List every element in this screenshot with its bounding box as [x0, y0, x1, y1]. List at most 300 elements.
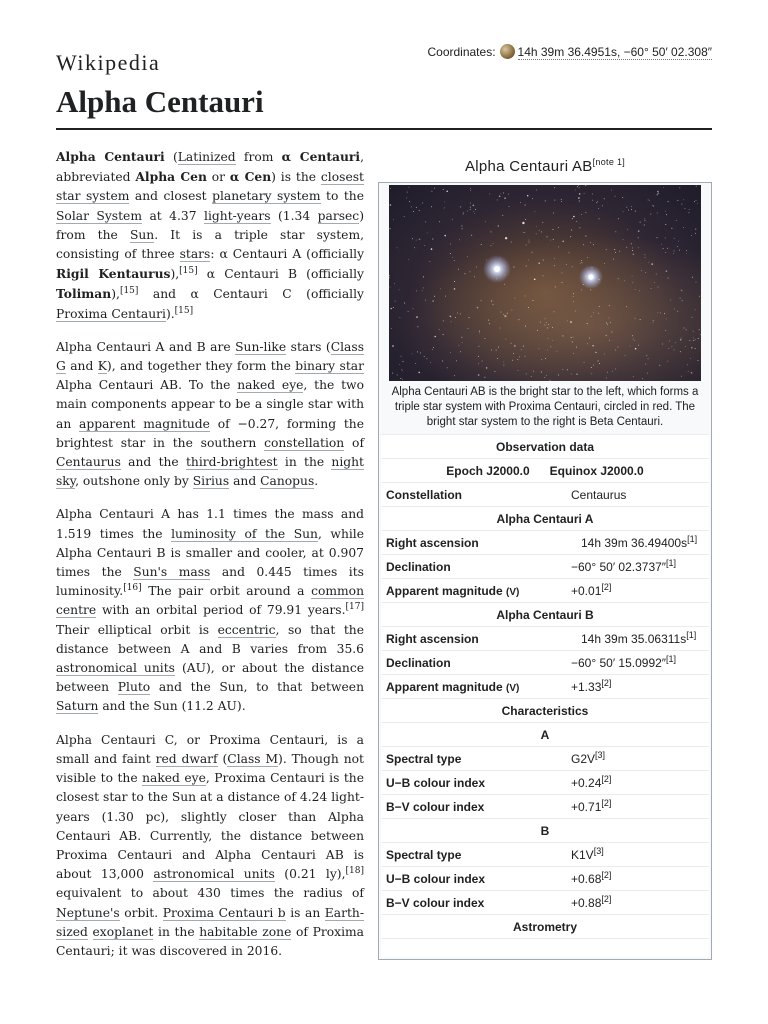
- background-star: [533, 300, 534, 301]
- ref-2[interactable]: [2]: [601, 677, 612, 688]
- background-star: [462, 228, 463, 229]
- background-star: [511, 242, 512, 243]
- link-sun[interactable]: Sun: [129, 227, 155, 242]
- ref-1[interactable]: [1]: [666, 557, 677, 568]
- article-body: [56, 147, 364, 975]
- background-star: [590, 242, 591, 243]
- background-star: [450, 244, 451, 245]
- background-star: [627, 229, 628, 230]
- right-ascension-value: 14h 39m 36.49400s[1]: [561, 531, 709, 555]
- background-star: [683, 227, 684, 228]
- background-star: [484, 338, 485, 339]
- background-star: [625, 355, 626, 356]
- background-star: [400, 378, 401, 379]
- background-star: [525, 219, 526, 220]
- background-star: [585, 235, 587, 237]
- background-star: [679, 250, 680, 251]
- wikipedia-logo[interactable]: Wikipedia: [56, 50, 161, 75]
- background-star: [691, 347, 693, 349]
- background-star: [547, 236, 548, 237]
- background-star: [680, 339, 682, 341]
- background-star: [657, 237, 658, 238]
- background-star: [476, 266, 477, 267]
- background-star: [598, 313, 599, 314]
- background-star: [652, 205, 653, 206]
- background-star: [408, 187, 409, 188]
- background-star: [528, 307, 529, 308]
- background-star: [507, 313, 508, 314]
- background-star: [415, 363, 416, 364]
- background-star: [389, 275, 390, 276]
- background-star: [419, 210, 420, 211]
- link-earth-sized[interactable]: Earth-sized: [56, 905, 364, 939]
- background-star: [645, 220, 646, 221]
- background-star: [471, 235, 472, 236]
- background-star: [470, 203, 471, 204]
- background-star: [626, 306, 627, 307]
- background-star: [454, 375, 455, 376]
- background-star: [571, 374, 572, 375]
- background-star: [411, 206, 412, 207]
- link-sirius[interactable]: Sirius: [192, 474, 230, 489]
- ref-2[interactable]: [2]: [601, 773, 612, 784]
- background-star: [664, 313, 665, 314]
- background-star: [647, 373, 648, 374]
- link-class-k[interactable]: K: [97, 359, 107, 374]
- link-sun-like[interactable]: Sun-like: [235, 339, 287, 354]
- background-star: [432, 300, 434, 302]
- background-star: [518, 319, 519, 320]
- background-star: [403, 361, 404, 362]
- background-star: [571, 230, 572, 231]
- background-star: [478, 363, 479, 364]
- background-star: [482, 361, 483, 362]
- background-star: [618, 218, 619, 219]
- background-star: [443, 334, 444, 335]
- background-star: [392, 345, 394, 347]
- background-star: [573, 337, 574, 338]
- background-star: [460, 351, 461, 352]
- background-star: [689, 340, 690, 341]
- background-star: [463, 213, 464, 214]
- apparent-magnitude-label[interactable]: Apparent magnitude (V): [381, 579, 561, 603]
- background-star: [632, 247, 633, 248]
- background-star: [635, 289, 636, 290]
- background-star: [622, 197, 623, 198]
- background-star: [491, 231, 492, 232]
- background-star: [503, 314, 504, 315]
- background-star: [519, 356, 520, 357]
- ref-1[interactable]: [1]: [686, 629, 697, 640]
- background-star: [669, 340, 670, 341]
- background-star: [414, 247, 415, 248]
- link-centaurus[interactable]: Centaurus: [56, 455, 121, 470]
- background-star: [417, 326, 418, 327]
- background-star: [695, 309, 696, 310]
- ref-2[interactable]: [2]: [601, 869, 612, 880]
- background-star: [429, 261, 430, 262]
- ref-3[interactable]: [3]: [593, 845, 604, 856]
- ub-colour-index-label[interactable]: U−B colour index: [381, 771, 561, 795]
- background-star: [674, 349, 675, 350]
- background-star: [578, 197, 580, 199]
- link-proxima-centauri-b[interactable]: Proxima Centauri b: [162, 905, 286, 920]
- background-star: [528, 260, 529, 261]
- spectral-type-value[interactable]: G2V[3]: [561, 747, 709, 771]
- link-eccentric[interactable]: eccentric: [217, 622, 276, 637]
- background-star: [591, 367, 592, 368]
- link-neptunes[interactable]: Neptune's: [56, 905, 120, 920]
- background-star: [656, 274, 657, 275]
- background-star: [686, 253, 687, 254]
- table-row: [381, 651, 709, 675]
- background-star: [623, 211, 624, 212]
- background-star: [569, 252, 570, 253]
- background-star: [558, 375, 559, 376]
- link-pluto[interactable]: Pluto: [117, 680, 151, 695]
- background-star: [534, 211, 535, 212]
- bv-colour-index-value: +0.88[2]: [561, 891, 709, 915]
- background-star: [618, 278, 619, 279]
- background-star: [548, 324, 549, 325]
- ref-2[interactable]: [2]: [601, 893, 612, 904]
- background-star: [533, 371, 534, 372]
- background-star: [499, 196, 501, 198]
- background-star: [479, 332, 480, 333]
- background-star: [680, 298, 681, 299]
- right-ascension-label[interactable]: Right ascension: [381, 531, 561, 555]
- link-naked-eye[interactable]: naked eye: [142, 771, 206, 786]
- background-star: [496, 350, 497, 351]
- background-star: [500, 312, 501, 313]
- background-star: [389, 277, 390, 278]
- constellation-label[interactable]: Constellation: [381, 483, 561, 507]
- background-star: [671, 346, 672, 347]
- background-star: [638, 237, 639, 238]
- background-star: [611, 190, 612, 191]
- background-star: [552, 340, 553, 341]
- background-star: [562, 335, 564, 337]
- background-star: [402, 379, 403, 380]
- background-star: [583, 244, 584, 245]
- background-star: [682, 290, 683, 291]
- background-star: [431, 191, 432, 192]
- background-star: [541, 231, 542, 232]
- paragraph-1: Alpha Centauri (Latinized from α Centauri, abbreviated Alpha Cen or α Cen) is the closest star system and closest planetary system to the Solar System at 4.37 light-years (1.34 parsec) from the Sun. It is a triple star system, consisting of three stars: α Centauri A (officially Rigil Kentaurus),[15] α Centauri B (officially Toliman),[15] and α Centauri C (officially Proxima Centauri).[15]: [56, 149, 365, 321]
- background-star: [645, 272, 646, 273]
- background-star: [539, 230, 540, 231]
- background-star: [450, 352, 451, 353]
- background-star: [460, 313, 461, 314]
- background-star: [529, 242, 530, 243]
- background-star: [536, 190, 537, 191]
- link-suns-mass[interactable]: Sun's mass: [133, 565, 211, 580]
- background-star: [554, 200, 555, 201]
- background-star: [687, 364, 688, 365]
- table-row: [381, 459, 709, 483]
- ub-colour-index-value: +0.24[2]: [561, 771, 709, 795]
- background-star: [572, 266, 573, 267]
- background-star: [545, 318, 546, 319]
- ref-1[interactable]: [1]: [687, 533, 698, 544]
- coordinates-value[interactable]: 14h 39m 36.4951s, −60° 50′ 02.308″: [517, 45, 712, 59]
- background-star: [418, 372, 420, 374]
- background-star: [619, 251, 620, 252]
- background-star: [475, 209, 476, 210]
- background-star: [678, 241, 679, 242]
- background-star: [575, 190, 576, 191]
- background-star: [631, 243, 632, 244]
- background-star: [524, 232, 525, 233]
- background-star: [521, 349, 522, 350]
- background-star: [644, 225, 645, 226]
- background-star: [674, 238, 675, 239]
- background-star: [658, 193, 660, 195]
- background-star: [606, 378, 607, 379]
- ref-3[interactable]: [3]: [595, 749, 606, 760]
- background-star: [699, 329, 700, 330]
- background-star: [470, 188, 471, 189]
- bv-colour-index-label[interactable]: B−V colour index: [381, 891, 561, 915]
- background-star: [666, 270, 668, 272]
- background-star: [454, 281, 455, 282]
- spectral-type-value[interactable]: K1V[3]: [561, 843, 709, 867]
- background-star: [545, 200, 546, 201]
- background-star: [484, 377, 485, 378]
- link-constellation[interactable]: constellation: [264, 435, 345, 450]
- background-star: [591, 316, 592, 317]
- background-star: [617, 346, 618, 347]
- ref-15[interactable]: [15]: [119, 286, 139, 297]
- background-star: [558, 227, 559, 228]
- background-star: [390, 188, 391, 189]
- background-star: [589, 338, 590, 339]
- background-star: [444, 207, 445, 208]
- background-star: [573, 216, 575, 218]
- link-astronomical-units[interactable]: astronomical units: [56, 661, 175, 676]
- link-parsec[interactable]: parsec: [317, 208, 360, 223]
- note-1[interactable]: [note 1]: [592, 157, 626, 167]
- epoch-label[interactable]: Epoch J2000.0: [446, 463, 530, 478]
- star-field-image[interactable]: [389, 185, 701, 381]
- background-star: [422, 290, 423, 291]
- link-naked-eye[interactable]: naked eye: [237, 378, 304, 393]
- apparent-magnitude-label[interactable]: Apparent magnitude (V): [381, 675, 561, 699]
- background-star: [504, 315, 506, 317]
- ub-colour-index-value: +0.68[2]: [561, 867, 709, 891]
- background-star: [546, 375, 547, 376]
- characteristics-header: Characteristics: [381, 699, 709, 723]
- background-star: [665, 211, 666, 212]
- link-red-dwarf[interactable]: red dwarf: [155, 751, 218, 766]
- background-star: [503, 365, 504, 366]
- link-binary-star[interactable]: binary star: [295, 359, 364, 374]
- background-star: [517, 359, 518, 360]
- background-star: [553, 311, 554, 312]
- background-star: [657, 194, 659, 196]
- table-row: [381, 555, 709, 579]
- background-star: [391, 308, 393, 310]
- background-star: [532, 252, 533, 253]
- background-star: [442, 361, 443, 362]
- background-star: [528, 240, 529, 241]
- background-star: [684, 208, 685, 209]
- background-star: [526, 265, 527, 266]
- background-star: [631, 209, 632, 210]
- background-star: [422, 203, 423, 204]
- background-star: [626, 207, 627, 208]
- background-star: [432, 349, 433, 350]
- background-star: [680, 351, 681, 352]
- background-star: [572, 218, 573, 219]
- globe-icon[interactable]: [500, 44, 515, 59]
- background-star: [547, 327, 548, 328]
- background-star: [536, 226, 537, 227]
- link-latinized[interactable]: Latinized: [177, 150, 236, 164]
- background-star: [489, 193, 490, 194]
- link-night-sky[interactable]: night sky: [56, 455, 364, 489]
- background-star: [591, 373, 592, 374]
- background-star: [598, 208, 599, 209]
- background-star: [502, 215, 503, 216]
- background-star: [635, 211, 636, 212]
- background-star: [454, 260, 455, 261]
- spectral-type-label[interactable]: Spectral type: [381, 843, 561, 867]
- background-star: [424, 245, 425, 246]
- link-third-brightest[interactable]: third-brightest: [185, 455, 278, 470]
- background-star: [470, 209, 471, 210]
- background-star: [425, 221, 426, 222]
- paragraph-2: Alpha Centauri A and B are Sun-like stars (Class G and K), and together they form the binary star Alpha Centauri AB. To the naked eye, the two main components appear to be a single star with an apparent magnitude of −0.27, forming the brightest star in the southern constellation of Centaurus and the third-brightest in the night sky, outshone only by Sirius and Canopus.: [56, 339, 365, 489]
- background-star: [663, 187, 664, 188]
- link-habitable-zone[interactable]: habitable zone: [199, 924, 292, 939]
- background-star: [657, 191, 659, 193]
- background-star: [646, 355, 647, 356]
- declination-label[interactable]: Declination: [381, 651, 561, 675]
- background-star: [416, 207, 417, 208]
- ref-2[interactable]: [2]: [601, 581, 612, 592]
- link-canopus[interactable]: Canopus: [260, 474, 315, 489]
- background-star: [439, 221, 440, 222]
- link-luminosity-of-the-sun[interactable]: luminosity of the Sun: [171, 526, 318, 541]
- ref-15[interactable]: [15]: [174, 305, 194, 316]
- background-star: [503, 193, 504, 194]
- background-star: [604, 263, 605, 264]
- link-solar-system[interactable]: Solar System: [56, 208, 142, 223]
- link-common-centre[interactable]: common centre: [56, 584, 364, 618]
- beta-centauri-core: [588, 274, 593, 279]
- background-star: [408, 311, 409, 312]
- background-star: [623, 239, 624, 240]
- bv-colour-index-label[interactable]: B−V colour index: [381, 795, 561, 819]
- link-proxima-centauri[interactable]: Proxima Centauri: [56, 306, 166, 321]
- background-star: [692, 317, 693, 318]
- background-star: [473, 205, 475, 207]
- background-star: [632, 335, 633, 336]
- bv-colour-index-value: +0.71[2]: [561, 795, 709, 819]
- table-row: [381, 531, 709, 555]
- constellation-value[interactable]: Centaurus: [561, 483, 709, 507]
- ref-2[interactable]: [2]: [601, 797, 612, 808]
- link-exoplanet[interactable]: exoplanet: [92, 924, 154, 939]
- background-star: [467, 211, 468, 212]
- table-row: [381, 795, 709, 819]
- right-ascension-label[interactable]: Right ascension: [381, 627, 561, 651]
- ref-15[interactable]: [15]: [179, 266, 198, 277]
- background-star: [605, 335, 607, 337]
- background-star: [474, 213, 475, 214]
- link-saturn[interactable]: Saturn: [56, 699, 99, 714]
- characteristics-a-header: A: [381, 723, 709, 747]
- background-star: [688, 371, 689, 372]
- link-astronomical-units[interactable]: astronomical units: [153, 867, 275, 882]
- background-star: [686, 329, 687, 330]
- link-stars[interactable]: stars: [179, 247, 211, 262]
- background-star: [573, 353, 574, 354]
- apparent-magnitude-value: +0.01[2]: [561, 579, 709, 603]
- background-star: [474, 276, 475, 277]
- background-star: [675, 342, 676, 343]
- background-star: [397, 247, 398, 248]
- background-star: [509, 206, 510, 207]
- ref-17[interactable]: [17]: [345, 602, 364, 613]
- equinox-label[interactable]: Equinox J2000.0: [549, 463, 644, 478]
- background-star: [590, 289, 591, 290]
- background-star: [581, 289, 582, 290]
- link-class-m[interactable]: Class M: [227, 751, 279, 766]
- link-planetary-system[interactable]: planetary system: [212, 189, 321, 204]
- coordinates: [427, 44, 712, 59]
- background-star: [461, 226, 462, 227]
- background-star: [456, 360, 457, 361]
- ref-1[interactable]: [1]: [666, 653, 677, 664]
- background-star: [420, 353, 421, 354]
- background-star: [666, 318, 667, 319]
- ub-colour-index-label[interactable]: U−B colour index: [381, 867, 561, 891]
- background-star: [493, 243, 494, 244]
- background-star: [413, 211, 414, 212]
- background-star: [635, 318, 636, 319]
- background-star: [615, 231, 616, 232]
- table-row: [381, 771, 709, 795]
- background-star: [653, 322, 654, 323]
- background-star: [512, 360, 513, 361]
- background-star: [610, 322, 611, 323]
- ref-18[interactable]: [18]: [345, 866, 364, 877]
- background-star: [404, 303, 405, 304]
- background-star: [606, 249, 607, 250]
- background-star: [419, 239, 421, 241]
- link-light-years[interactable]: light-years: [204, 208, 271, 223]
- background-star: [592, 193, 593, 194]
- background-star: [640, 319, 641, 320]
- link-apparent-magnitude[interactable]: apparent magnitude: [79, 416, 210, 431]
- background-star: [478, 346, 479, 347]
- spectral-type-label[interactable]: Spectral type: [381, 747, 561, 771]
- ref-16[interactable]: [16]: [123, 583, 142, 594]
- link-closest-star-system[interactable]: closest star system: [56, 170, 364, 204]
- background-star: [417, 351, 418, 352]
- background-star: [587, 323, 588, 324]
- declination-label[interactable]: Declination: [381, 555, 561, 579]
- background-star: [580, 263, 581, 264]
- background-star: [554, 187, 555, 188]
- background-star: [444, 201, 445, 202]
- link-class-g[interactable]: Class G: [56, 339, 365, 374]
- background-star: [592, 345, 594, 347]
- background-star: [548, 338, 549, 339]
- background-star: [662, 344, 663, 345]
